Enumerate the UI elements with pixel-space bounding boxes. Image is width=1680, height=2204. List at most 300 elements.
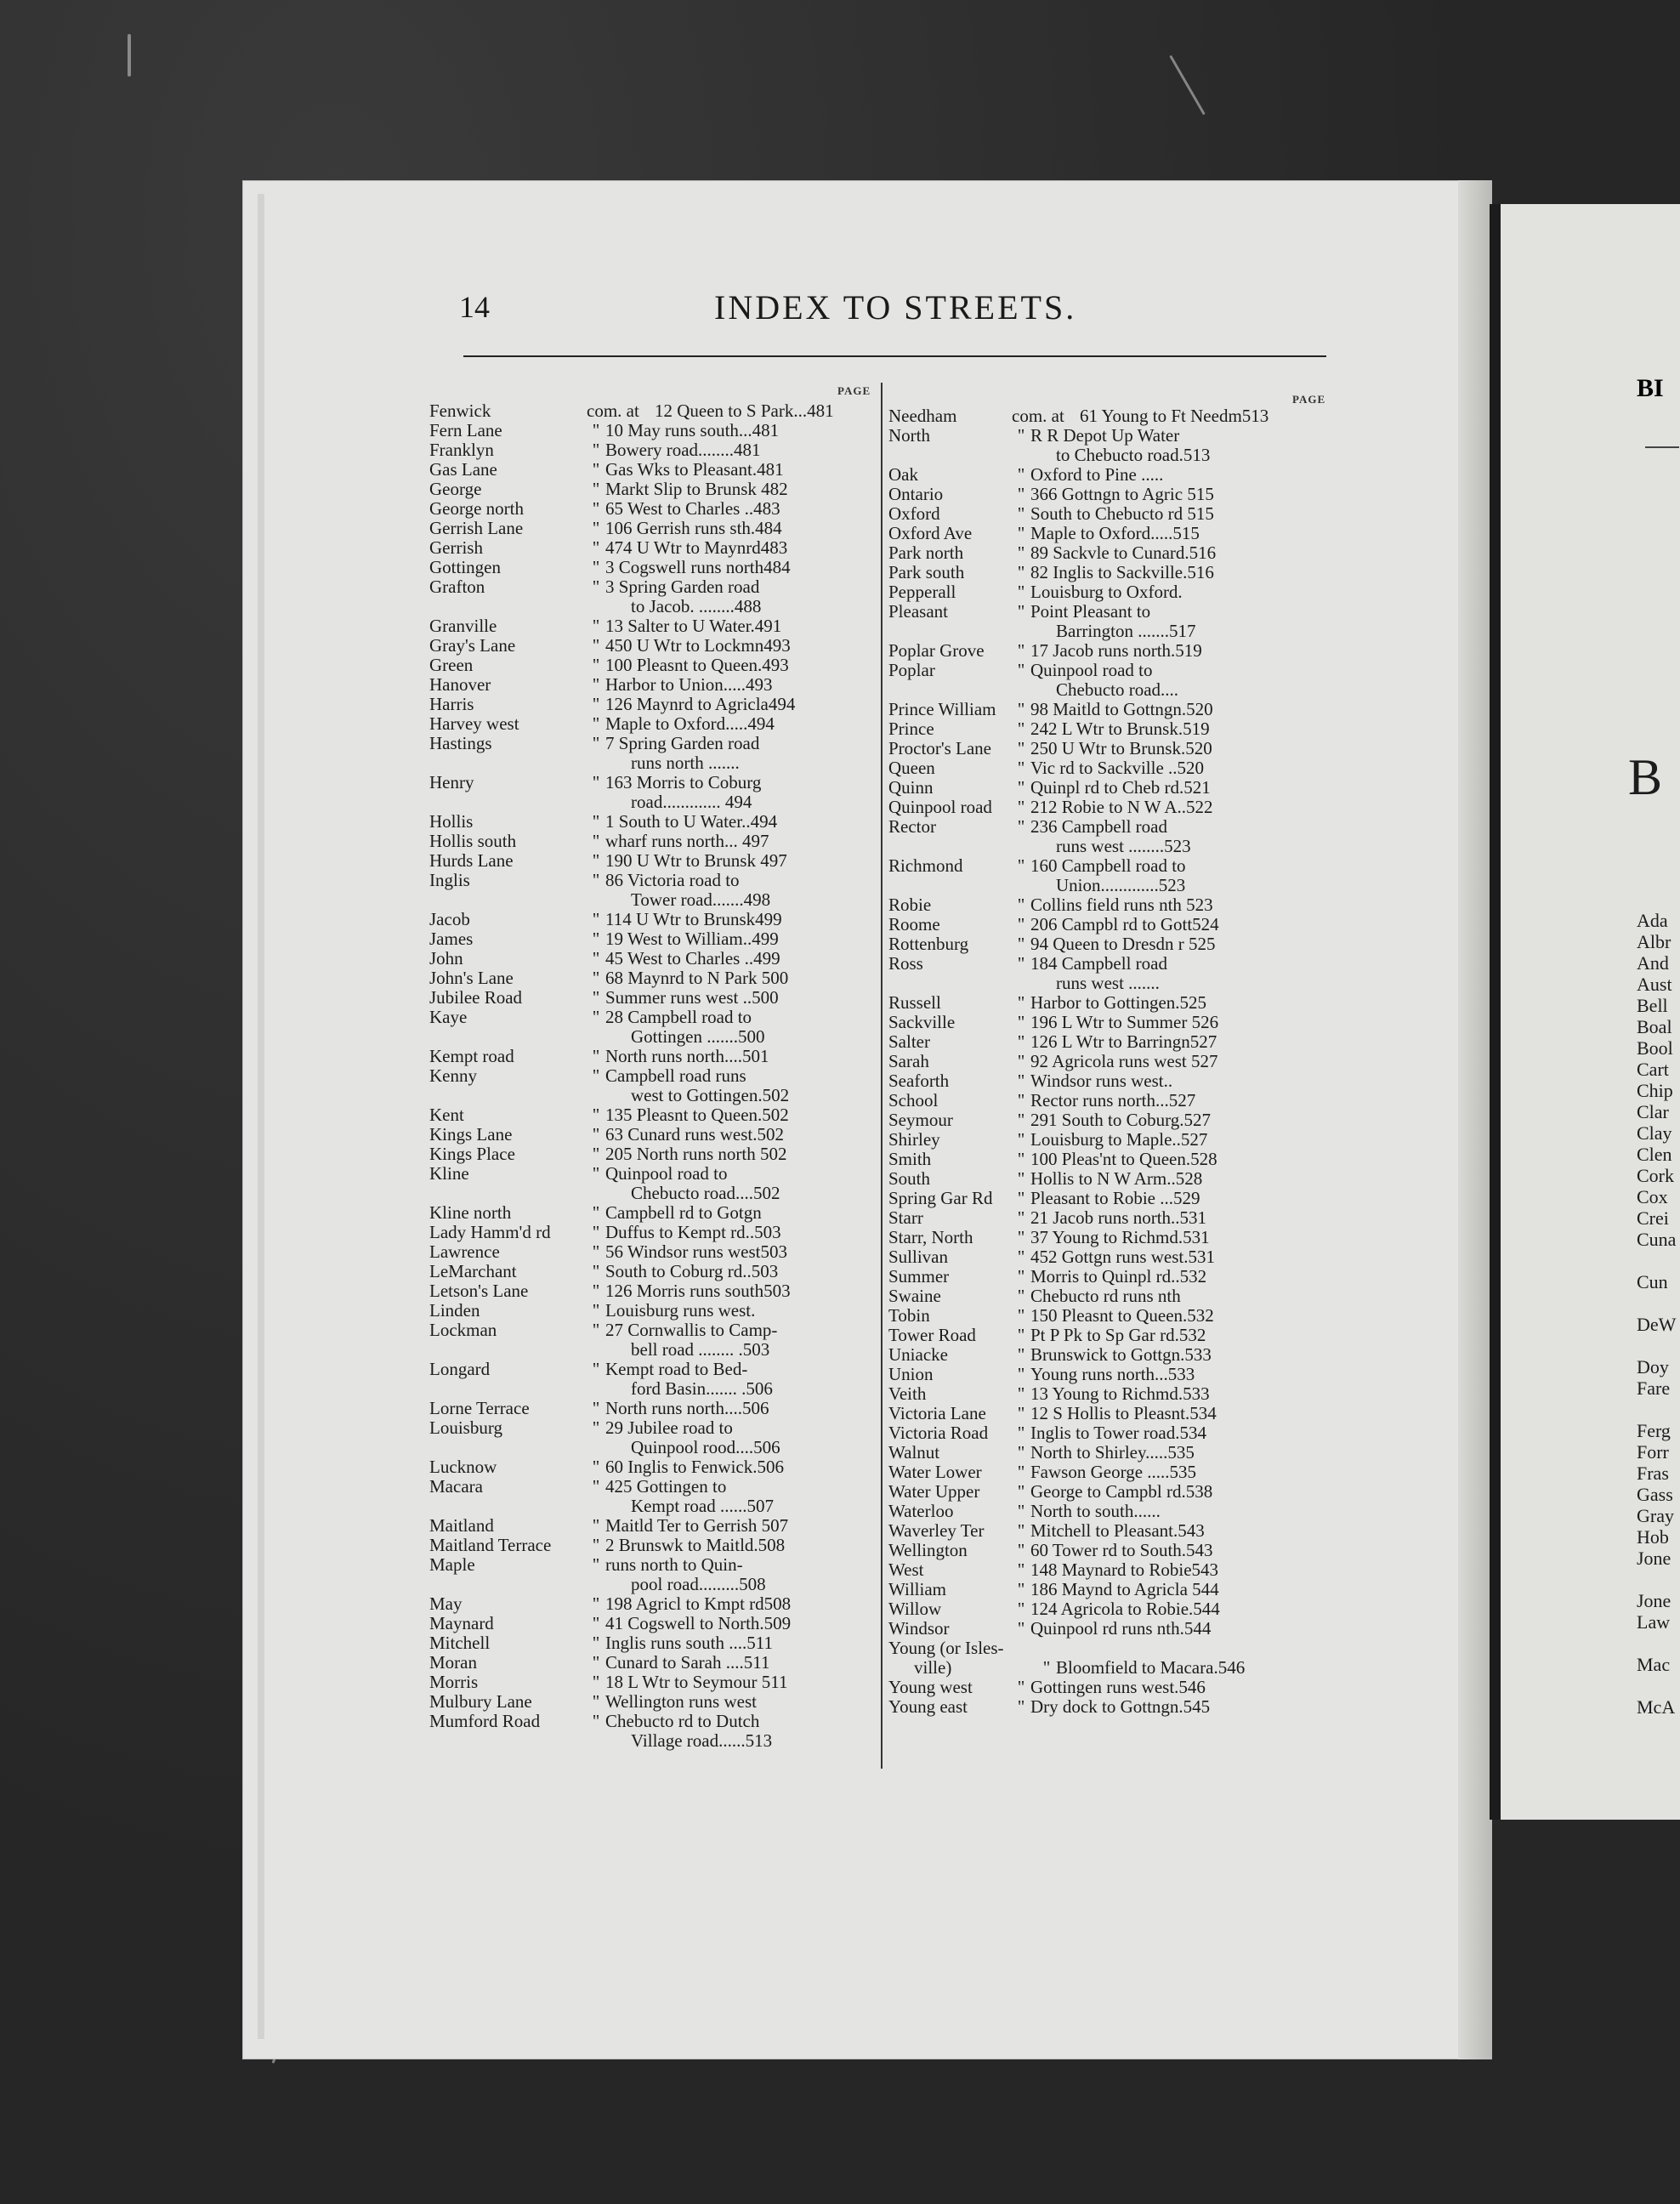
index-entry: [888, 1052, 1331, 1071]
street-name: Richmond: [888, 855, 963, 876]
street-description: 184 Campbell road: [1030, 953, 1167, 974]
index-entry: [888, 700, 1331, 719]
ditto-mark: ": [592, 459, 600, 480]
street-description: Quinpl rd to Cheb rd.521: [1030, 777, 1211, 798]
street-description: 150 Pleasnt to Queen.532: [1030, 1305, 1214, 1326]
adjacent-rule: [1645, 446, 1679, 448]
street-name: Summer: [888, 1266, 950, 1287]
index-entry: [429, 714, 880, 734]
ditto-mark: ": [1017, 1207, 1025, 1228]
street-name: Windsor: [888, 1618, 950, 1639]
street-description-cont: runs north .......: [631, 753, 740, 773]
street-description: Summer runs west ..500: [605, 987, 779, 1008]
index-entry-continuation: [888, 837, 1331, 856]
index-entry: [888, 524, 1331, 543]
index-entry: [429, 812, 880, 832]
street-name: Starr: [888, 1207, 923, 1228]
adjacent-name: Crei: [1637, 1207, 1669, 1229]
street-description: 186 Maynd to Agricla 544: [1030, 1579, 1219, 1599]
street-name: Victoria Road: [888, 1423, 989, 1443]
ditto-mark: ": [592, 811, 600, 832]
index-entry: [888, 1306, 1331, 1326]
street-name: Tobin: [888, 1305, 930, 1326]
adjacent-name: Ada: [1637, 910, 1668, 931]
ditto-mark: ": [592, 987, 600, 1008]
index-entry: [888, 1326, 1331, 1345]
street-description-cont: ford Basin....... .506: [631, 1378, 773, 1399]
adjacent-name: Bell: [1637, 995, 1668, 1016]
street-name-cont: ville): [914, 1657, 952, 1678]
ditto-mark: ": [1017, 1188, 1025, 1208]
street-description: Louisburg runs west.: [605, 1300, 756, 1321]
index-entry: [888, 1580, 1331, 1599]
street-description: 126 Morris runs south503: [605, 1281, 791, 1301]
index-entry: [888, 543, 1331, 563]
ditto-mark: ": [1017, 914, 1025, 934]
street-description: North runs north....501: [605, 1046, 769, 1066]
street-description: 56 Windsor runs west503: [605, 1241, 788, 1262]
street-name: Gerrish: [429, 537, 483, 558]
street-description: 41 Cogswell to North.509: [605, 1613, 792, 1633]
street-name: Maple: [429, 1554, 475, 1575]
ditto-mark: ": [592, 1515, 600, 1536]
index-entry: [429, 401, 880, 421]
street-description: 196 L Wtr to Summer 526: [1030, 1012, 1219, 1032]
index-entry: [429, 695, 880, 714]
adjacent-page: [1501, 204, 1680, 1820]
index-entry: [888, 1639, 1331, 1658]
street-name: William: [888, 1579, 946, 1599]
index-entry: [429, 871, 880, 890]
street-description: 126 L Wtr to Barringn527: [1030, 1031, 1217, 1052]
adjacent-name: Clar: [1637, 1101, 1669, 1122]
street-description: Duffus to Kempt rd..503: [605, 1222, 781, 1242]
street-description-cont: pool road.........508: [631, 1574, 766, 1594]
street-description: 10 May runs south...481: [605, 420, 780, 440]
street-description-cont: road............. 494: [631, 792, 752, 812]
street-name: Waverley Ter: [888, 1520, 985, 1541]
street-name: Tower Road: [888, 1325, 976, 1345]
street-name: Mulbury Lane: [429, 1691, 532, 1712]
street-name: Mumford Road: [429, 1711, 541, 1731]
index-entry: [888, 739, 1331, 758]
street-name: Fern Lane: [429, 420, 502, 440]
street-description-cont: west to Gottingen.502: [631, 1085, 790, 1105]
adjacent-header: BI: [1637, 374, 1664, 402]
street-name: Mitchell: [429, 1633, 491, 1653]
ditto-mark: ": [1017, 1364, 1025, 1384]
adjacent-name: Albr: [1637, 931, 1671, 952]
adjacent-name: And: [1637, 952, 1669, 974]
street-name: Prince William: [888, 699, 996, 719]
street-description: 37 Young to Richmd.531: [1030, 1227, 1210, 1247]
ditto-mark: ": [592, 733, 600, 753]
street-name: Inglis: [429, 870, 470, 890]
street-description-cont: runs west ........523: [1056, 836, 1191, 856]
street-description-cont: bell road ........ .503: [631, 1339, 770, 1360]
ditto-mark: ": [592, 1457, 600, 1477]
street-description: 198 Agricl to Kmpt rd508: [605, 1593, 792, 1614]
ditto-mark: ": [1017, 1540, 1025, 1560]
street-description: 236 Campbell road: [1030, 816, 1167, 837]
index-entry: [888, 563, 1331, 582]
index-entry: [888, 1228, 1331, 1247]
ditto-mark: ": [1017, 1110, 1025, 1130]
index-entry: [888, 1345, 1331, 1365]
street-description: Markt Slip to Brunsk 482: [605, 479, 788, 499]
street-name: Lockman: [429, 1320, 497, 1340]
index-entry-continuation: [429, 1086, 880, 1105]
ditto-mark: ": [1017, 953, 1025, 974]
adjacent-name: Cuna: [1637, 1229, 1677, 1250]
street-description: 190 U Wtr to Brunsk 497: [605, 850, 787, 871]
street-name: Hollis: [429, 811, 474, 832]
ditto-mark: ": [592, 440, 600, 460]
street-name: Young (or Isles-: [888, 1638, 1004, 1658]
street-description: 92 Agricola runs west 527: [1030, 1051, 1218, 1071]
street-description: Maple to Oxford.....515: [1030, 523, 1200, 543]
ditto-mark: ": [1017, 1599, 1025, 1619]
ditto-mark: ": [1017, 1403, 1025, 1423]
ditto-mark: ": [592, 850, 600, 871]
ditto-mark: ": [1017, 719, 1025, 739]
index-entry: [429, 1301, 880, 1321]
street-description-cont: Kempt road ......507: [631, 1496, 774, 1516]
street-name: Kings Place: [429, 1144, 515, 1164]
street-description: 100 Pleasnt to Queen.493: [605, 655, 789, 675]
index-entry: [429, 1594, 880, 1614]
adjacent-name: Cox: [1637, 1186, 1668, 1207]
street-name: Hollis south: [429, 831, 517, 851]
index-entry: [888, 582, 1331, 602]
index-entry: [429, 929, 880, 949]
street-name: James: [429, 929, 474, 949]
street-name: Lorne Terrace: [429, 1398, 530, 1418]
index-entry: [429, 558, 880, 577]
index-entry: [888, 895, 1331, 915]
index-entry: [429, 969, 880, 988]
ditto-mark: ": [592, 1065, 600, 1086]
ditto-mark: ": [1017, 1579, 1025, 1599]
street-description: 60 Tower rd to South.543: [1030, 1540, 1213, 1560]
street-name: Lucknow: [429, 1457, 497, 1477]
street-description: Morris to Quinpl rd..532: [1030, 1266, 1207, 1287]
street-name: Gerrish Lane: [429, 518, 524, 538]
street-description: 124 Agricola to Robie.544: [1030, 1599, 1220, 1619]
index-entry-continuation: [429, 753, 880, 773]
street-description: Quinpool rd runs nth.544: [1030, 1618, 1212, 1639]
index-entry: [888, 1111, 1331, 1130]
ditto-mark: ": [592, 420, 600, 440]
index-entry: [429, 1712, 880, 1731]
index-entry: [429, 636, 880, 656]
index-entry: [888, 915, 1331, 934]
street-description-cont: runs west .......: [1056, 973, 1160, 993]
ditto-mark: ": [1017, 1344, 1025, 1365]
ditto-mark: ": [1017, 601, 1025, 622]
street-name: Union: [888, 1364, 934, 1384]
index-entry: [429, 1203, 880, 1223]
street-description: 60 Inglis to Fenwick.506: [605, 1457, 784, 1477]
ditto-mark: ": [592, 1398, 600, 1418]
street-name: Park north: [888, 542, 964, 563]
street-description: George to Campbl rd.538: [1030, 1481, 1213, 1502]
street-name: Green: [429, 655, 474, 675]
street-description: Point Pleasant to: [1030, 601, 1151, 622]
ditto-mark: ": [1017, 758, 1025, 778]
index-entry: [888, 485, 1331, 504]
street-name: Water Lower: [888, 1462, 982, 1482]
index-entry: [429, 1516, 880, 1536]
street-name: Kings Lane: [429, 1124, 513, 1145]
index-entry-continuation: [888, 876, 1331, 895]
street-name: Jubilee Road: [429, 987, 523, 1008]
street-description: Hollis to N W Arm..528: [1030, 1168, 1203, 1189]
street-description: Campbell road runs: [605, 1065, 746, 1086]
street-name: Maitland Terrace: [429, 1535, 552, 1555]
street-description: 450 U Wtr to Lockmn493: [605, 635, 791, 656]
page-column-label: PAGE: [837, 384, 871, 397]
street-description: 1 South to U Water..494: [605, 811, 778, 832]
street-name: Louisburg: [429, 1417, 502, 1438]
street-description-cont: to Chebucto road.513: [1056, 445, 1211, 465]
index-entry: [429, 1281, 880, 1301]
ditto-mark: ": [592, 498, 600, 519]
index-entry: [888, 465, 1331, 485]
index-entry: [429, 1555, 880, 1575]
street-name: Jacob: [429, 909, 470, 929]
street-description: R R Depot Up Water: [1030, 425, 1180, 446]
street-description: Mitchell to Pleasant.543: [1030, 1520, 1205, 1541]
ditto-mark: ": [1017, 1501, 1025, 1521]
ditto-mark: ": [592, 1554, 600, 1575]
street-name: Walnut: [888, 1442, 940, 1463]
index-entry: [888, 1150, 1331, 1169]
street-name: Seaforth: [888, 1071, 950, 1091]
street-name: Robie: [888, 895, 932, 915]
street-description: Rector runs north...527: [1030, 1090, 1196, 1111]
index-entry: [888, 798, 1331, 817]
street-name: Poplar: [888, 660, 935, 680]
street-name: Sullivan: [888, 1247, 949, 1267]
street-name: South: [888, 1168, 931, 1189]
adjacent-name: Fare: [1637, 1378, 1671, 1399]
ditto-mark: ": [1017, 1266, 1025, 1287]
adjacent-name: Jone: [1637, 1590, 1671, 1611]
street-name: Linden: [429, 1300, 480, 1321]
ditto-mark: ": [592, 1633, 600, 1653]
adjacent-name: Clay: [1637, 1122, 1672, 1144]
street-description: 291 South to Coburg.527: [1030, 1110, 1211, 1130]
index-entry: [888, 641, 1331, 661]
street-description: North to south......: [1030, 1501, 1161, 1521]
street-description: Quinpool road to: [1030, 660, 1153, 680]
index-entry-continuation: [429, 1575, 880, 1594]
street-description: 19 West to William..499: [605, 929, 779, 949]
index-entry: [429, 949, 880, 969]
ditto-mark: ": [1017, 699, 1025, 719]
ditto-mark: ": [592, 518, 600, 538]
street-name: Pleasant: [888, 601, 948, 622]
street-description: Chebucto rd to Dutch: [605, 1711, 760, 1731]
adjacent-name: Jone: [1637, 1548, 1671, 1569]
index-entry-continuation: [429, 597, 880, 616]
index-entry-continuation: [888, 1658, 1331, 1678]
street-name: Ontario: [888, 484, 944, 504]
street-name: Spring Gar Rd: [888, 1188, 993, 1208]
street-description: Collins field runs nth 523: [1030, 895, 1213, 915]
street-description-cont: Barrington .......517: [1056, 621, 1196, 641]
ditto-mark: ": [1017, 1090, 1025, 1111]
ditto-mark: ": [592, 870, 600, 890]
street-description-cont: Quinpool rood....506: [631, 1437, 780, 1457]
ditto-mark: com. at: [1012, 406, 1064, 426]
ditto-mark: ": [592, 713, 600, 734]
street-description: 425 Gottingen to: [605, 1476, 727, 1497]
street-description: 45 West to Charles ..499: [605, 948, 780, 969]
street-description: Bloomfield to Macara.546: [1056, 1657, 1246, 1678]
street-description: Wellington runs west: [605, 1691, 757, 1712]
index-entry: [888, 1287, 1331, 1306]
index-entry: [888, 1247, 1331, 1267]
street-description: 17 Jacob runs north.519: [1030, 640, 1202, 661]
street-name: Russell: [888, 992, 941, 1013]
ditto-mark: ": [592, 1320, 600, 1340]
index-entry: [429, 538, 880, 558]
index-entry-continuation: [429, 1497, 880, 1516]
index-entry: [429, 1047, 880, 1066]
street-name: Salter: [888, 1031, 930, 1052]
adjacent-name: Cork: [1637, 1165, 1674, 1186]
adjacent-name: Bool: [1637, 1037, 1673, 1059]
index-entry: [429, 1066, 880, 1086]
index-entry: [888, 993, 1331, 1013]
right-column: [888, 406, 1331, 1717]
ditto-mark: ": [1017, 660, 1025, 680]
ditto-mark: ": [592, 1222, 600, 1242]
street-name: Starr, North: [888, 1227, 973, 1247]
street-description: Dry dock to Gottngn.545: [1030, 1696, 1211, 1717]
street-name: Ross: [888, 953, 923, 974]
street-description-cont: Village road......513: [631, 1730, 773, 1751]
index-entry: [429, 1242, 880, 1262]
street-description: 65 West to Charles ..483: [605, 498, 780, 519]
street-description: 114 U Wtr to Brunsk499: [605, 909, 782, 929]
street-name: Uniacke: [888, 1344, 948, 1365]
street-name: Prince: [888, 719, 934, 739]
page-number: 14: [459, 290, 490, 324]
ditto-mark: ": [1017, 425, 1025, 446]
street-description: 28 Campbell road to: [605, 1007, 752, 1027]
ditto-mark: ": [592, 1281, 600, 1301]
street-description: 106 Gerrish runs sth.484: [605, 518, 782, 538]
ditto-mark: ": [592, 1672, 600, 1692]
index-entry: [888, 1482, 1331, 1502]
adjacent-heading-letter: B: [1628, 749, 1663, 805]
ditto-mark: ": [592, 772, 600, 792]
street-description: runs north to Quin-: [605, 1554, 743, 1575]
ditto-mark: ": [1017, 1031, 1025, 1052]
street-description: Quinpool road to: [605, 1163, 728, 1184]
street-description-cont: Chebucto road....502: [631, 1183, 780, 1203]
street-description: Inglis runs south ....511: [605, 1633, 773, 1653]
index-entry-continuation: [429, 1731, 880, 1751]
ditto-mark: ": [592, 1613, 600, 1633]
ditto-mark: ": [592, 537, 600, 558]
street-name: Kempt road: [429, 1046, 514, 1066]
index-entry: [888, 1541, 1331, 1560]
index-entry: [429, 1399, 880, 1418]
street-name: Kline: [429, 1163, 469, 1184]
street-name: Water Upper: [888, 1481, 980, 1502]
ditto-mark: ": [1017, 464, 1025, 485]
index-entry: [429, 1262, 880, 1281]
ditto-mark: ": [1017, 777, 1025, 798]
index-entry: [888, 661, 1331, 680]
street-description: 63 Cunard runs west.502: [605, 1124, 784, 1145]
street-name: Sarah: [888, 1051, 929, 1071]
street-description: 148 Maynard to Robie543: [1030, 1559, 1219, 1580]
adjacent-name: Hob: [1637, 1526, 1669, 1548]
index-entry: [429, 1633, 880, 1653]
adjacent-name: Ferg: [1637, 1420, 1671, 1441]
ditto-mark: ": [592, 1163, 600, 1184]
index-entry: [429, 519, 880, 538]
index-entry-continuation: [429, 1184, 880, 1203]
street-description: Vic rd to Sackville ..520: [1030, 758, 1205, 778]
street-name: Granville: [429, 616, 497, 636]
street-name: Smith: [888, 1149, 932, 1169]
index-entry: [429, 460, 880, 480]
street-description: 89 Sackvle to Cunard.516: [1030, 542, 1217, 563]
street-name: Oxford: [888, 503, 940, 524]
index-entry: [429, 773, 880, 792]
street-name: Sackville: [888, 1012, 956, 1032]
index-entry: [429, 480, 880, 499]
street-description: Louisburg to Oxford.: [1030, 582, 1183, 602]
street-description: Bowery road........481: [605, 440, 761, 460]
index-entry: [429, 1164, 880, 1184]
ditto-mark: ": [592, 674, 600, 695]
street-description: 250 U Wtr to Brunsk.520: [1030, 738, 1212, 758]
ditto-mark: ": [1017, 738, 1025, 758]
index-entry: [888, 778, 1331, 798]
page-edge: [258, 194, 264, 2039]
street-description: 100 Pleas'nt to Queen.528: [1030, 1149, 1217, 1169]
index-entry: [888, 1404, 1331, 1423]
index-entry: [429, 1457, 880, 1477]
street-description: 82 Inglis to Sackville.516: [1030, 562, 1214, 582]
ditto-mark: ": [592, 1046, 600, 1066]
street-description: Harbor to Union.....493: [605, 674, 773, 695]
street-description: Cunard to Sarah ....511: [605, 1652, 770, 1673]
index-entry: [888, 1189, 1331, 1208]
street-name: Fenwick: [429, 400, 491, 421]
ditto-mark: ": [592, 1007, 600, 1027]
index-entry: [888, 1599, 1331, 1619]
street-description: North to Shirley.....535: [1030, 1442, 1195, 1463]
index-entry: [429, 440, 880, 460]
ditto-mark: ": [1017, 1442, 1025, 1463]
index-entry: [429, 1008, 880, 1027]
ditto-mark: ": [1017, 484, 1025, 504]
ditto-mark: com. at: [587, 400, 639, 421]
index-entry: [888, 1091, 1331, 1111]
street-description: 13 Salter to U Water.491: [605, 616, 782, 636]
street-description: Fawson George .....535: [1030, 1462, 1197, 1482]
index-entry: [888, 719, 1331, 739]
ditto-mark: ": [1017, 1012, 1025, 1032]
